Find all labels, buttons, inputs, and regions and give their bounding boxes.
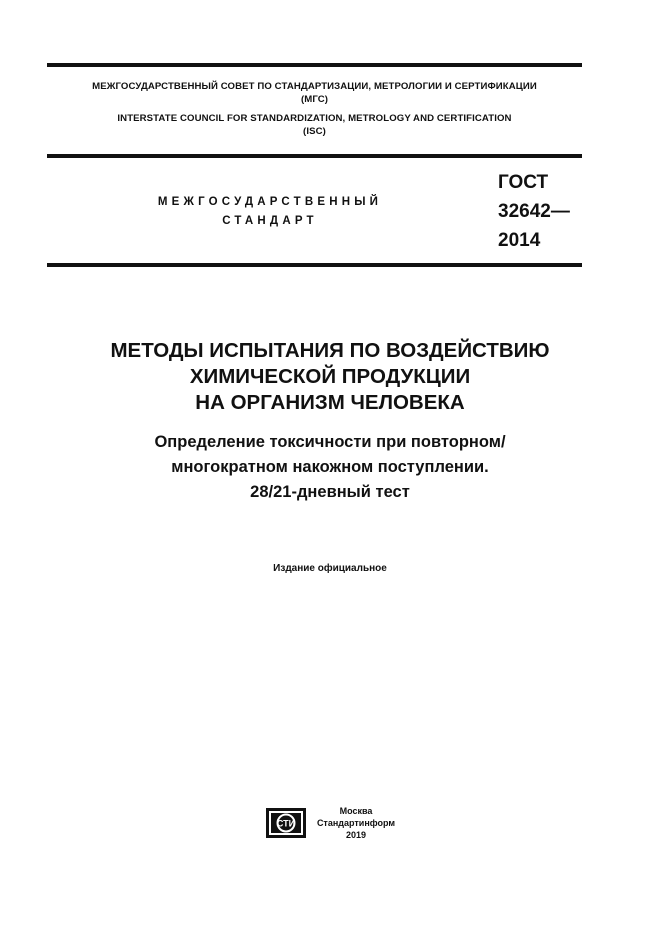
gost-designation <box>498 168 570 255</box>
standard-type-line2: СТАНДАРТ <box>222 215 318 227</box>
standartinform-logo-icon <box>266 808 306 838</box>
council-en-line1: INTERSTATE COUNCIL FOR STANDARDIZATION, METROLOGY AND CERTIFICATION <box>117 113 512 124</box>
document-title <box>40 338 620 416</box>
subtitle-line2: многократном накожном поступлении. <box>171 458 489 476</box>
publisher-city: Москва <box>339 806 373 816</box>
publisher-imprint <box>306 805 406 841</box>
gost-year: 2014 <box>498 230 541 251</box>
title-line3: НА ОРГАНИЗМ ЧЕЛОВЕКА <box>195 391 465 414</box>
gost-prefix: ГОСТ <box>498 172 549 193</box>
edition-note: Издание официальное <box>273 563 387 574</box>
council-name-en <box>47 112 582 138</box>
publication-year: 2019 <box>345 830 367 840</box>
bottom-rule <box>47 263 582 267</box>
document-subtitle <box>40 430 620 505</box>
svg-text:СТИ: СТИ <box>276 818 296 829</box>
title-line1: МЕТОДЫ ИСПЫТАНИЯ ПО ВОЗДЕЙСТВИЮ <box>110 339 550 362</box>
subtitle-line3: 28/21-дневный тест <box>250 483 410 501</box>
middle-rule <box>47 154 582 158</box>
standard-type-line1: МЕЖГОСУДАРСТВЕННЫЙ <box>157 196 383 208</box>
publisher-name: Стандартинформ <box>316 818 396 828</box>
title-line2: ХИМИЧЕСКОЙ ПРОДУКЦИИ <box>189 365 471 388</box>
subtitle-line1: Определение токсичности при повторном/ <box>154 433 506 451</box>
council-ru-line1: МЕЖГОСУДАРСТВЕННЫЙ СОВЕТ ПО СТАНДАРТИЗАЦИИ, МЕТРОЛОГИИ И СЕРТИФИКАЦИИ <box>92 81 537 92</box>
council-name-ru <box>47 80 582 106</box>
council-en-abbr: (ISC) <box>303 126 326 137</box>
top-rule <box>47 63 582 67</box>
council-ru-abbr: (МГС) <box>300 94 329 105</box>
gost-number: 32642— <box>498 201 570 222</box>
